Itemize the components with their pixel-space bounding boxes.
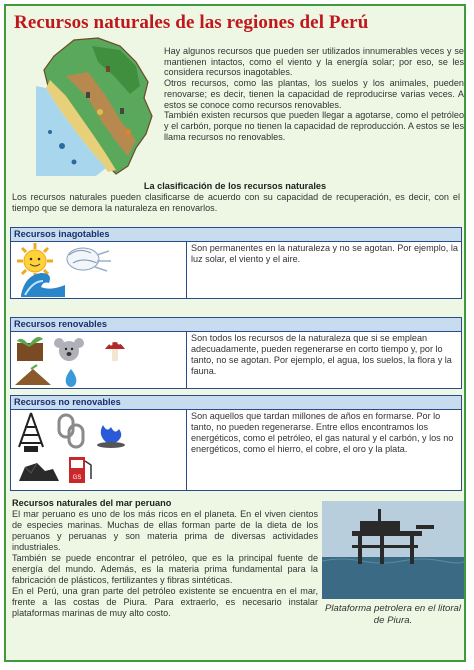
koala-icon — [54, 338, 84, 361]
sea-paragraph: El mar peruano es uno de los más ricos en el planeta. En el viven cientos de especies marinas. Muchas de ellas forman parte de la dieta de los peruanos y peruanas y son materia prima de diversas actividades industriales. — [12, 509, 318, 552]
oil-derrick-icon — [19, 413, 43, 451]
category-description: Son aquellos que tardan millones de años en formarse. Por lo tanto, no pueden regenerarse. Entre ellos encontramos los energéticos, como el petróleo, el gas natural y el carbón, y los no energéticos, como el hierro, el cobre, el oro y la plata. — [191, 411, 454, 455]
plant-icon — [17, 337, 43, 361]
category-description: Son permanentes en la naturaleza y no se agotan. Por ejemplo, la luz solar, el viento y el aire. — [191, 243, 458, 265]
category-title: Recursos inagotables — [11, 228, 461, 242]
sea-heading: Recursos naturales del mar peruano — [12, 498, 172, 508]
gas-flame-icon — [97, 425, 125, 448]
intro-paragraph-renovables: Otros recursos, como las plantas, los suelos y los animales, pueden renovarse; es decir, tienen la capacidad de reproducirse varias veces. A estos se conoce como recursos renovables. — [164, 78, 464, 110]
category-icons — [11, 241, 187, 298]
classification-heading: La clasificación de los recursos naturales — [143, 181, 327, 191]
category-description: Son todos los recursos de la naturaleza que si se emplean adecuadamente, pueden regenerarse en corto tiempo y, por lo tanto, no se agotan. Por ejemplo, el agua, los suelos, la flora y la fauna. — [191, 333, 452, 377]
sea-paragraph: En el Perú, una gran parte del petróleo existente se encuentra en el mar, frente a las costas de Piura. Para extraerlo, es necesario instalar plataformas marinas de muy alto costo. — [12, 586, 318, 618]
sun-icon — [17, 243, 53, 279]
wind-icon — [67, 248, 111, 271]
chain-icon — [59, 415, 83, 447]
category-box-inagotables — [10, 227, 462, 299]
category-icons — [11, 331, 187, 388]
category-box-renovables — [10, 317, 462, 389]
classification-text: Los recursos naturales pueden clasificarse de acuerdo con su capacidad de recuperación, es decir, con el tiempo que se demora la naturaleza en renovarlos. — [12, 192, 460, 213]
page-title: Recursos naturales de las regiones del Perú — [14, 12, 369, 33]
sea-text — [12, 509, 318, 619]
water-drop-icon — [66, 369, 77, 387]
intro-text — [164, 46, 464, 142]
soil-icon — [15, 365, 51, 385]
category-title: Recursos no renovables — [11, 396, 461, 410]
mushroom-icon — [105, 342, 125, 362]
worksheet-page — [4, 4, 466, 662]
sea-paragraph: También se puede encontrar el petróleo, que es la principal fuente de energía del mundo. Además, es la materia prima fundamental para la fabricación de plásticos, fertilizantes y fibras sintéticas. — [12, 553, 318, 585]
gas-pump-label: GS — [72, 475, 82, 481]
category-icons — [11, 409, 187, 490]
photo-caption: Plataforma petrolera en el litoral de Piura. — [325, 603, 461, 626]
coal-icon — [19, 463, 59, 481]
category-box-no-renovables — [10, 395, 462, 491]
peru-map-illustration — [36, 36, 158, 176]
wave-icon — [21, 273, 65, 297]
gas-pump-icon — [69, 457, 91, 483]
oil-platform-photo — [322, 501, 464, 599]
intro-paragraph-no-renovables: También existen recursos que pueden llegar a agotarse, como el petróleo y el carbón, porque no tienen la capacidad de reproducción. A estos se les llama recursos no renovables. — [164, 110, 464, 142]
category-title: Recursos renovables — [11, 318, 461, 332]
intro-paragraph-inagotables: Hay algunos recursos que pueden ser utilizados innumerables veces y se mantienen intactos, como el viento y la energía solar; por eso, se les considera recursos inagotables. — [164, 46, 464, 78]
